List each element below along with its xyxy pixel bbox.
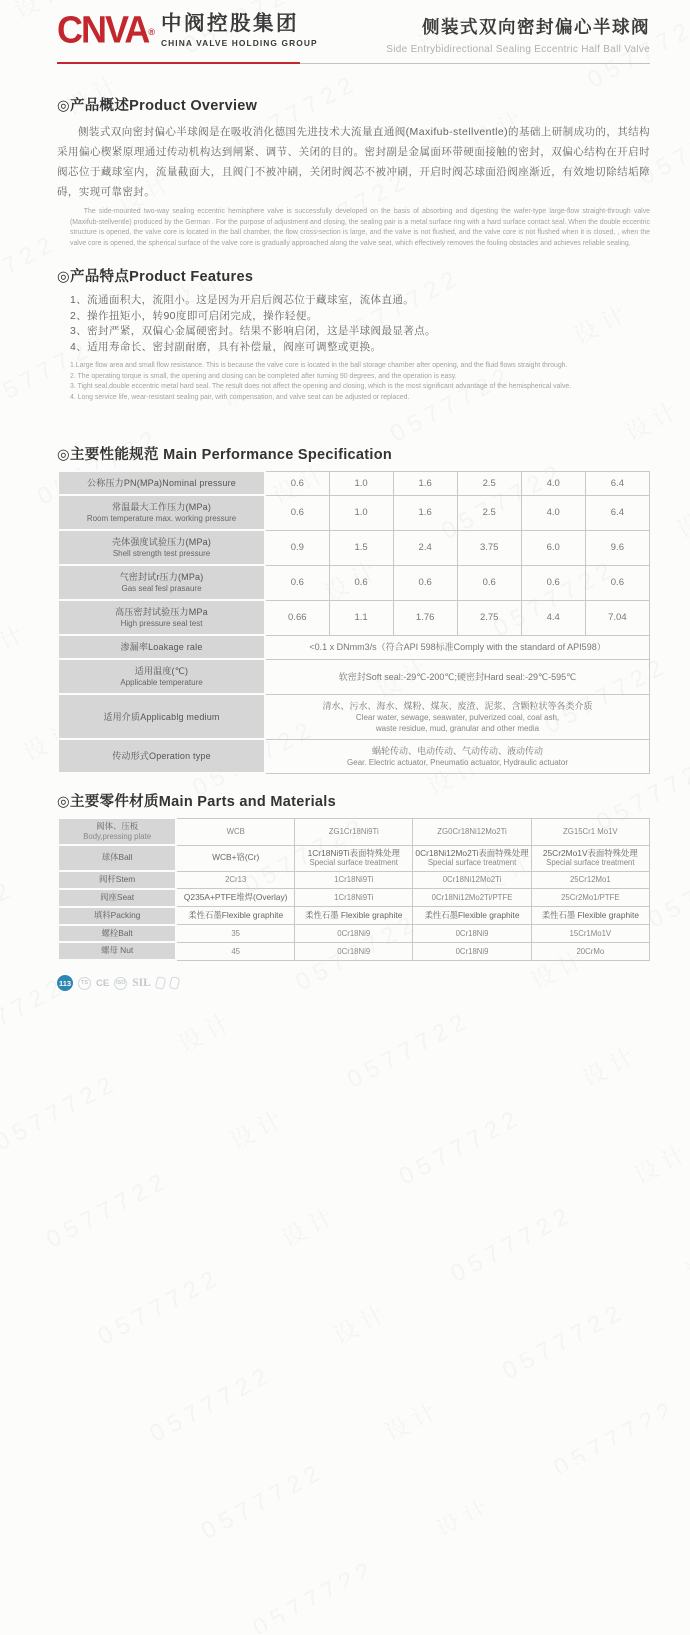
material-value-cell: 1Cr18Ni9Ti: [295, 889, 413, 907]
document-titles: [386, 14, 650, 55]
feature-item-en: 3. Tight seal,double eccentric metal hard seal. The result does not affect the opening and closing, which is the most significant advantage of the hemispherical valve.: [70, 383, 572, 390]
spec-value-cell: 0.6: [521, 565, 585, 600]
material-value-cell: 1Cr18Ni9Ti: [295, 871, 413, 889]
section-parts-materials: [57, 790, 650, 961]
overview-paragraph-cn: 侧装式双向密封偏心半球阀是在吸收消化德国先进技术大流量直通阀(Maxifub-stellventle)的基础上研制成功的，其结构采用偏心楔紧原理通过传动机构达到闸紧、调节、关闭的目的。密封副是金属面环带硬面接触的密封，双偏心结构在开启时阀芯位于藏球室内，流量截面大，且阀门不被冲刷，关闭时阀芯不被冲刷，开启时阀芯球面沿阀座渐近，有效地切除结垢障碍，实现可靠密封。: [57, 126, 650, 198]
material-value-cell: 0Cr18Ni12Mo2Ti/PTFE: [413, 889, 531, 907]
material-value-cell: 0Cr18Ni9: [413, 925, 531, 943]
page-title: 侧装式双向密封偏心半球阀: [422, 17, 650, 37]
material-value-cell: 25Cr12Mo1: [531, 871, 649, 889]
spec-value-cell: 0.66: [265, 600, 329, 635]
spec-value-cell: 0.6: [265, 495, 329, 530]
material-label-cell: 阀体、压板 Body,pressing plate: [58, 818, 176, 845]
spec-value-cell: 0.6: [585, 565, 649, 600]
spec-value-cell: 0.6: [457, 565, 521, 600]
feature-item-cn: 3、密封严紧，双偏心金属硬密封。结果不影响启闭，这是半球阀最显著点。: [70, 325, 436, 337]
material-value-cell: 0Cr18Ni12Mo2Ti: [413, 871, 531, 889]
material-row: [58, 907, 650, 925]
material-value-cell: ZG1Cr18Ni9Ti: [295, 818, 413, 845]
spec-row: [58, 694, 650, 739]
spec-row: [58, 739, 650, 773]
stamp-icon-1: [154, 976, 166, 990]
material-value-cell: ZG0Cr18Ni12Mo2Ti: [413, 818, 531, 845]
section-product-features: [57, 265, 650, 403]
spec-merged-cell: 蜗轮传动、电动传动、气动传动、液动传动 Gear. Electric actuator, Pneumatio actuator, Hydraulic actuator: [265, 739, 649, 773]
spec-value-cell: 0.9: [265, 530, 329, 565]
logo-wordmark: [161, 12, 318, 48]
performance-heading: ◎主要性能规范 Main Performance Specification: [57, 447, 393, 463]
feature-item-en: 4. Long service life, wear-resistant sealing pair, with compensation, and valve seat can be adjusted or replaced.: [70, 393, 410, 401]
material-row: [58, 818, 650, 845]
spec-value-cell: 9.6: [585, 530, 649, 565]
spec-value-cell: 7.04: [585, 600, 649, 635]
feature-item-cn: 4、适用寿命长、密封副耐磨，具有补偿量，阀座可调整或更换。: [70, 340, 382, 353]
material-value-cell: Q235A+PTFE堆焊(Overlay): [176, 889, 294, 907]
spec-row: [58, 600, 650, 635]
spec-row: [58, 471, 650, 495]
spec-row: [58, 659, 650, 694]
spec-label-cell: 传动形式Operation type: [58, 739, 265, 773]
spec-merged-cell: 清水、污水、海水、煤粉、煤灰、废渣、泥浆、含颗粒状等各类介质 Clear water, sewage, seawater, pulverized coal, coal ash, waste residue, mud, granular and other media: [265, 694, 649, 739]
material-value-cell: 0Cr18Ni9: [295, 942, 413, 960]
spec-value-cell: 2.4: [393, 530, 457, 565]
spec-value-cell: 1.1: [329, 600, 393, 635]
material-label-cell: 螺栓Balt: [58, 925, 176, 943]
materials-table-body: [58, 818, 650, 960]
stamp-icon-2: [168, 976, 180, 990]
spec-value-cell: 4.4: [521, 600, 585, 635]
material-value-cell: 柔性石墨 Flexible graphite: [531, 907, 649, 925]
overview-paragraph-en: The side-mounted two-way sealing eccentric hemisphere valve is successfully developed on the basis of absorbing and digesting the wafer-type large-flow straight-through valve (Maxifub-stellventle) produced by the German . For the purpose of adjustment and closing, the sealing pair is a metal surface ring with a hard surface contact seal. When the double eccentric structure is opened, the valve core is located in the ball chamber, the flow cross-section is large, and the valve is not flushed, and the valve core is not flushed when it is closed, , when the valve core is opened, the spherical surface of the valve core is gradually approached along the valve seat, which effectively removes the fouling obstacles and achieves reliable sealing.: [70, 208, 650, 247]
material-value-cell: 0Cr18Ni9: [295, 925, 413, 943]
spec-label-cell: 适用温度(℃) Applicable temperature: [58, 659, 265, 694]
footer: [57, 975, 650, 991]
spec-merged-cell: <0.1 x DNmm3/s（符合API 598标准Comply with the standard of API598）: [265, 635, 649, 659]
ce-mark-icon: CE: [96, 977, 110, 989]
header-divider: [57, 62, 650, 64]
spec-row: [58, 635, 650, 659]
spec-value-cell: 1.0: [329, 495, 393, 530]
spec-row: [58, 530, 650, 565]
material-value-cell: 15Cr1Mo1V: [531, 925, 649, 943]
spec-value-cell: 6.4: [585, 471, 649, 495]
page-subtitle: Side Entrybidirectional Sealing Eccentric Half Ball Valve: [386, 44, 650, 55]
material-value-cell: 柔性石墨 Flexible graphite: [295, 907, 413, 925]
divider-gray-segment: [300, 63, 650, 64]
spec-label-cell: 渗漏率Loakage rale: [58, 635, 265, 659]
material-value-cell: 柔性石墨Flexible graphite: [176, 907, 294, 925]
material-value-cell: 25Cr2Mo1/PTFE: [531, 889, 649, 907]
spec-row: [58, 495, 650, 530]
sil-mark-icon: SIL: [132, 977, 151, 990]
material-label-cell: 阀杆Stem: [58, 871, 176, 889]
spec-value-cell: 1.5: [329, 530, 393, 565]
performance-table-body: [58, 471, 650, 773]
spec-label-cell: 适用介质Applicablg medium: [58, 694, 265, 739]
material-value-cell: ZG15Cr1 Mo1V: [531, 818, 649, 845]
spec-value-cell: 1.76: [393, 600, 457, 635]
material-row: [58, 871, 650, 889]
company-name-en: CHINA VALVE HOLDING GROUP: [160, 38, 318, 48]
spec-label-cell: 壳体强度试验压力(MPa) Shell strength test pressure: [58, 530, 265, 565]
cnva-logo-icon: CNVA®: [57, 7, 153, 51]
spec-value-cell: 2.5: [457, 471, 521, 495]
spec-value-cell: 0.6: [265, 565, 329, 600]
spec-value-cell: 4.0: [521, 495, 585, 530]
spec-row: [58, 565, 650, 600]
material-label-cell: 螺母 Nut: [58, 942, 176, 960]
spec-label-cell: 气密封试r压力(MPa) Gas seal fesl prasaure: [58, 565, 265, 600]
features-heading: ◎产品特点Product Features: [57, 269, 254, 285]
feature-item-en: 2. The operating torque is small, the opening and closing can be completed after turning 90 degrees, and the operation is easy.: [70, 372, 457, 380]
feature-item-en: 1.Large flow area and small flow resistance. This is because the valve core is located in the ball storage chamber after opening, and the fluid flows straight through.: [70, 362, 568, 369]
materials-heading: ◎主要零件材质Main Parts and Materials: [57, 794, 336, 810]
spec-label-cell: 公称压力PN(MPa)Nominal pressure: [58, 471, 265, 495]
section-product-overview: [57, 94, 650, 249]
material-value-cell: 0Cr18Ni12Mo2Ti表面特殊处理 Special surface treatment: [413, 845, 531, 871]
company-logo: [57, 7, 318, 51]
material-value-cell: 0Cr18Ni9: [413, 942, 531, 960]
material-value-cell: WCB+铬(Cr): [176, 845, 294, 871]
spec-value-cell: 1.6: [393, 495, 457, 530]
feature-item-cn: 1、流通面积大，流阻小。这是因为开启后阀芯位于藏球室，流体直通。: [70, 294, 415, 306]
material-value-cell: 1Cr18Ni9Ti表面特殊处理 Special surface treatment: [295, 845, 413, 871]
spec-value-cell: 3.75: [457, 530, 521, 565]
material-row: [58, 845, 650, 871]
spec-label-cell: 高压密封试验压力MPa High pressure seal test: [58, 600, 265, 635]
material-value-cell: 20CrMo: [531, 942, 649, 960]
material-value-cell: 2Cr13: [176, 871, 294, 889]
spec-value-cell: 0.6: [329, 565, 393, 600]
material-value-cell: 25Cr2Mo1V表面特殊处理 Special surface treatment: [531, 845, 649, 871]
spec-value-cell: 2.75: [457, 600, 521, 635]
spec-merged-cell: 软密封Soft seal:-29℃-200℃;硬密封Hard seal:-29℃-595℃: [265, 659, 649, 694]
spec-value-cell: 2.5: [457, 495, 521, 530]
material-label-cell: 填料Packing: [58, 907, 176, 925]
page-number-badge: 113: [57, 975, 73, 991]
features-list-cn: [70, 293, 650, 355]
section-performance-spec: [57, 443, 650, 774]
spec-value-cell: 0.6: [265, 471, 329, 495]
spec-label-cell: 常温最大工作压力(MPa) Room temperature max. working pressure: [58, 495, 265, 530]
feature-item-cn: 2、操作扭矩小，转90度即可启闭完成，操作轻便。: [70, 309, 318, 322]
performance-table: [57, 470, 650, 774]
material-label-cell: 球体Ball: [58, 845, 176, 871]
spec-value-cell: 6.4: [585, 495, 649, 530]
overview-heading: ◎产品概述Product Overview: [57, 98, 258, 114]
material-row: [58, 889, 650, 907]
material-value-cell: WCB: [176, 818, 294, 845]
features-list-en: [70, 361, 650, 403]
materials-table: [57, 817, 650, 961]
header: [57, 7, 650, 55]
spec-value-cell: 0.6: [393, 565, 457, 600]
company-name-cn: 中阀控股集团: [160, 12, 299, 35]
material-row: [58, 925, 650, 943]
iso-badge-icon: ISO: [114, 977, 127, 990]
spec-value-cell: 1.0: [329, 471, 393, 495]
material-value-cell: 45: [176, 942, 294, 960]
material-value-cell: 柔性石墨Flexible graphite: [413, 907, 531, 925]
spec-value-cell: 1.6: [393, 471, 457, 495]
material-label-cell: 阀座Seat: [58, 889, 176, 907]
registered-mark: ®: [148, 26, 153, 38]
spec-value-cell: 6.0: [521, 530, 585, 565]
ts-badge-icon: TS: [78, 977, 91, 990]
material-value-cell: 35: [176, 925, 294, 943]
spec-value-cell: 4.0: [521, 471, 585, 495]
material-row: [58, 942, 650, 960]
divider-red-segment: [57, 62, 300, 64]
